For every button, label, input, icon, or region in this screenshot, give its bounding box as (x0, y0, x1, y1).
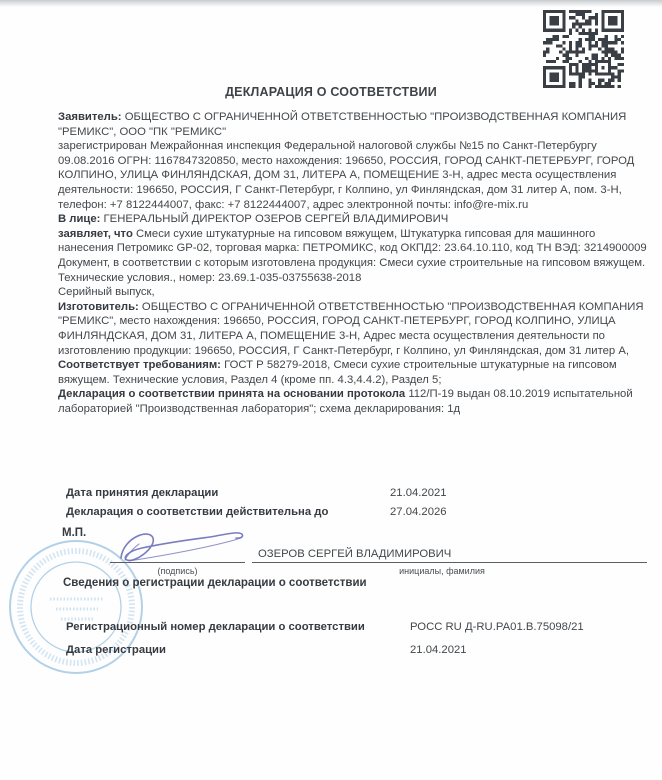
adoption-date-label: Дата принятия декларации (66, 487, 219, 499)
declaration-dates (66, 486, 626, 524)
para-applicant: Заявитель: ОБЩЕСТВО С ОГРАНИЧЕННОЙ ОТВЕТСТВЕННОСТЬЮ "ПРОИЗВОДСТВЕННАЯ КОМПАНИЯ "РЕМИКС", ООО "ПК "РЕМИКС" (58, 111, 627, 138)
signature-ink-icon (95, 522, 255, 567)
registration-number-label: Регистрационный номер декларации о соответствии (66, 621, 365, 633)
para-complies: Соответствует требованиям: ГОСТ Р 58279-2018, Смеси сухие строительные штукатурные на гипсовом вяжущем. Технические условия, Раздел 4 (кроме пп. 4.3,4.4.2), Раздел 5; (58, 359, 617, 386)
registration-date-label: Дата регистрации (66, 644, 166, 656)
para-in-person: В лице: ГЕНЕРАЛЬНЫЙ ДИРЕКТОР ОЗЕРОВ СЕРГЕЙ ВЛАДИМИРОВИЧ (58, 213, 449, 226)
valid-until-row (66, 505, 626, 519)
para-manufacturer: Изготовитель: ОБЩЕСТВО С ОГРАНИЧЕННОЙ ОТВЕТСТВЕННОСТЬЮ "ПРОИЗВОДСТВЕННАЯ КОМПАНИЯ "РЕМИКС", место нахождения: 196650, РОССИЯ, ГОРОД САНКТ-ПЕТЕРБУРГ, ГОРОД КОЛПИНО, УЛИЦА ФИНЛЯНДСКАЯ, ДОМ 31, ЛИТЕРА А, ПОМЕЩЕНИЕ 3-Н, Адрес места осуществления деятельности по изготовлению продукции: 196650, РОССИЯ, Г Санкт-Петербург, г Колпино, ул Финляндская, дом 31 литер А, (58, 300, 644, 357)
valid-until-value: 27.04.2026 (390, 506, 447, 518)
name-line (252, 562, 647, 563)
name-caption: инициалы, фамилия (399, 566, 485, 576)
registration-date-row (66, 643, 646, 658)
document-title: ДЕКЛАРАЦИЯ О СООТВЕТСТВИИ (225, 85, 437, 99)
signature-line (110, 562, 245, 563)
registration-number-row (66, 620, 646, 635)
signature-caption: (подпись) (157, 566, 198, 576)
qr-code-icon (543, 10, 624, 88)
adoption-date-value: 21.04.2021 (390, 487, 447, 499)
para-applicant-details: зарегистрирован Межрайонная инспекция Федеральной налоговой службы №15 по Санкт-Петербургу 09.08.2016 ОГРН: 1167847320850, место нахождения: 196650, РОССИЯ, ГОРОД САНКТ-ПЕТЕРБУРГ, ГОРОД КОЛПИНО, УЛИЦА ФИНЛЯНДСКАЯ, ДОМ 31, ЛИТЕРА А, ПОМЕЩЕНИЕ 3-Н, адрес места осуществления деятельности: 196650, РОССИЯ, Г Санкт-Петербург, г Колпино, ул Финляндская, дом 31 литер А, пом. 3-Н, телефон: +7 8122444007, факс: +7 8122444007, адрес электронной почты: info@re-mix.ru (58, 140, 635, 211)
registration-number-value: РОСС RU Д-RU.РА01.В.75098/21 (410, 621, 584, 633)
para-declares: заявляет, что Смеси сухие штукатурные на гипсовом вяжущем, Штукатурка гипсовая для машинного нанесения Петромикс GP-02, торговая марка: ПЕТРОМИКС, код ОКПД2: 23.64.10.110, код ТН ВЭД: 3214900009 (58, 227, 647, 255)
valid-until-label: Декларация о соответствии действительна до (66, 506, 329, 518)
document-body (58, 110, 649, 416)
stamp-place-mark: М.П. (62, 527, 87, 539)
signatory-name: ОЗЕРОВ СЕРГЕЙ ВЛАДИМИРОВИЧ (258, 548, 452, 560)
registration-date-value: 21.04.2021 (410, 644, 467, 656)
para-document-ref: Документ, в соответствии с которым изготовлена продукция: Смеси сухие строительные на гипсовом вяжущем. Технические условия., номер: 23.69.1-035-03755638-2018 (58, 256, 646, 284)
adoption-date-row (66, 486, 626, 500)
registration-heading: Сведения о регистрации декларации о соответствии (63, 577, 367, 589)
para-basis: Декларация о соответствии принята на основании протокола 112/П-19 выдан 08.10.2019 испытательной лабораторией "Производственная лаборатория"; схема декларирования: 1д (58, 388, 633, 415)
scan-edge-shade (0, 0, 662, 7)
para-serial: Серийный выпуск, (58, 286, 155, 299)
registration-details (66, 620, 646, 666)
